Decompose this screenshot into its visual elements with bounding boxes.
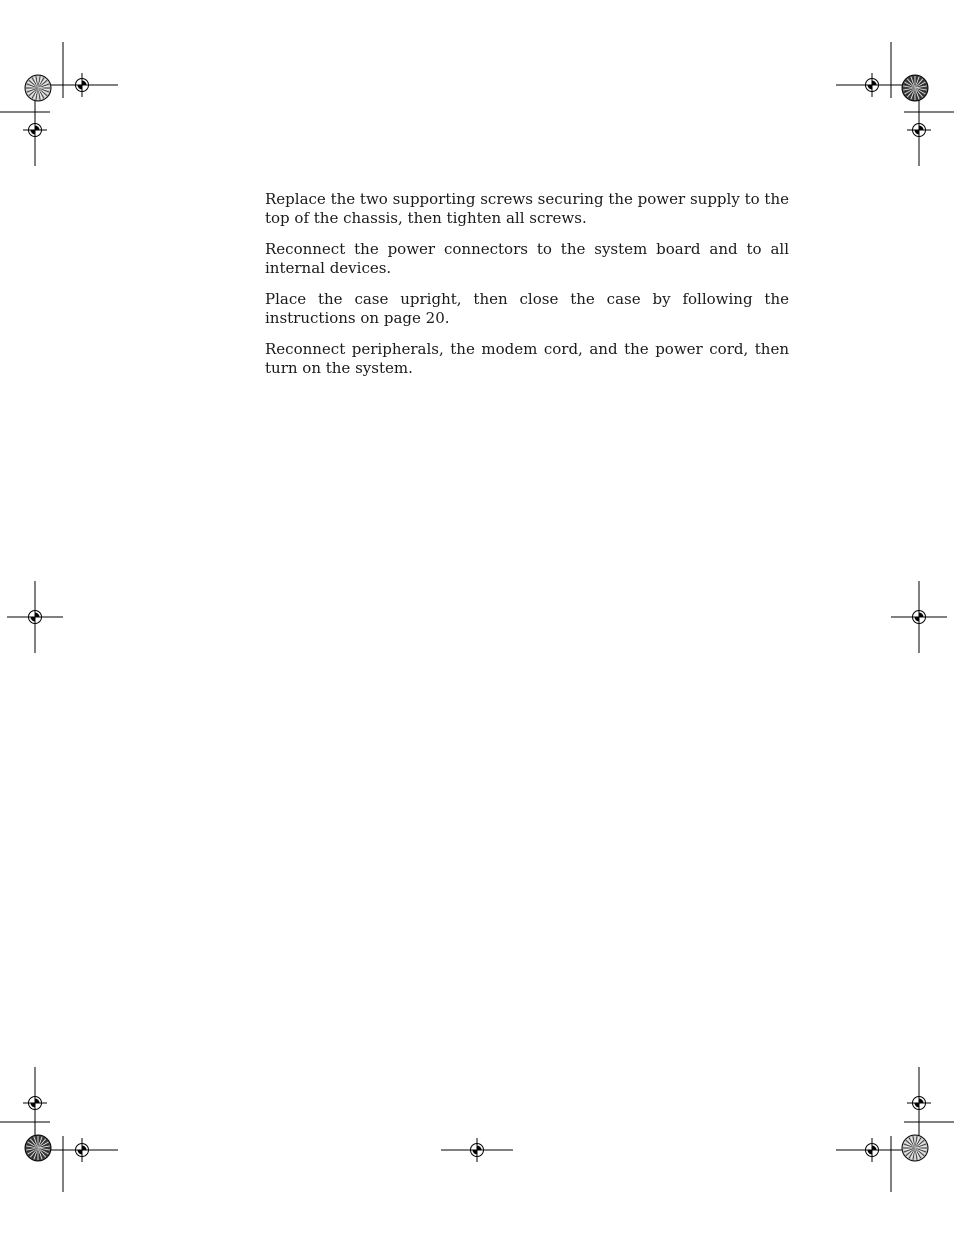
color-swatch-top-right: [902, 75, 928, 101]
registration-quadrant: [919, 613, 924, 618]
registration-mark-top-left: [46, 73, 118, 97]
paragraph-1: Replace the two supporting screws securing the power supply to the top of the chassis, then tighten all screws.: [265, 190, 789, 227]
registration-quadrant: [915, 617, 920, 622]
registration-quadrant: [477, 1146, 482, 1151]
registration-quadrant: [872, 81, 877, 86]
registration-quadrant: [872, 1146, 877, 1151]
registration-quadrant: [473, 1150, 478, 1155]
registration-quadrant: [919, 126, 924, 131]
registration-quadrant: [35, 126, 40, 131]
registration-quadrant: [919, 1099, 924, 1104]
registration-mark-middle-left: [7, 581, 63, 653]
registration-quadrant: [915, 130, 920, 135]
color-swatch-bottom-right: [902, 1135, 928, 1161]
registration-mark-bottom-right: [836, 1138, 908, 1162]
registration-mark-upper-left: [23, 94, 47, 166]
registration-quadrant: [82, 81, 87, 86]
registration-mark-top-right: [836, 73, 908, 97]
paragraph-3: Place the case upright, then close the case by following the instructions on page 20.: [265, 290, 789, 327]
registration-quadrant: [868, 85, 873, 90]
registration-quadrant: [868, 1150, 873, 1155]
registration-mark-lower-right: [907, 1067, 931, 1139]
registration-quadrant: [78, 1150, 83, 1155]
registration-quadrant: [31, 1103, 36, 1108]
color-swatch-bottom-left: [25, 1135, 51, 1161]
paragraph-4: Reconnect peripherals, the modem cord, and the power cord, then turn on the system.: [265, 340, 789, 377]
registration-quadrant: [82, 1146, 87, 1151]
registration-quadrant: [78, 85, 83, 90]
registration-quadrant: [35, 1099, 40, 1104]
registration-quadrant: [31, 130, 36, 135]
registration-mark-bottom-center: [441, 1138, 513, 1162]
registration-quadrant: [35, 613, 40, 618]
registration-mark-lower-left: [23, 1067, 47, 1139]
color-swatch-top-left: [25, 75, 51, 101]
registration-mark-bottom-left: [46, 1138, 118, 1162]
paragraph-2: Reconnect the power connectors to the system board and to all internal devices.: [265, 240, 789, 277]
registration-quadrant: [915, 1103, 920, 1108]
registration-quadrant: [31, 617, 36, 622]
registration-mark-upper-right: [907, 94, 931, 166]
registration-mark-middle-right: [891, 581, 947, 653]
document-body: [265, 190, 789, 390]
